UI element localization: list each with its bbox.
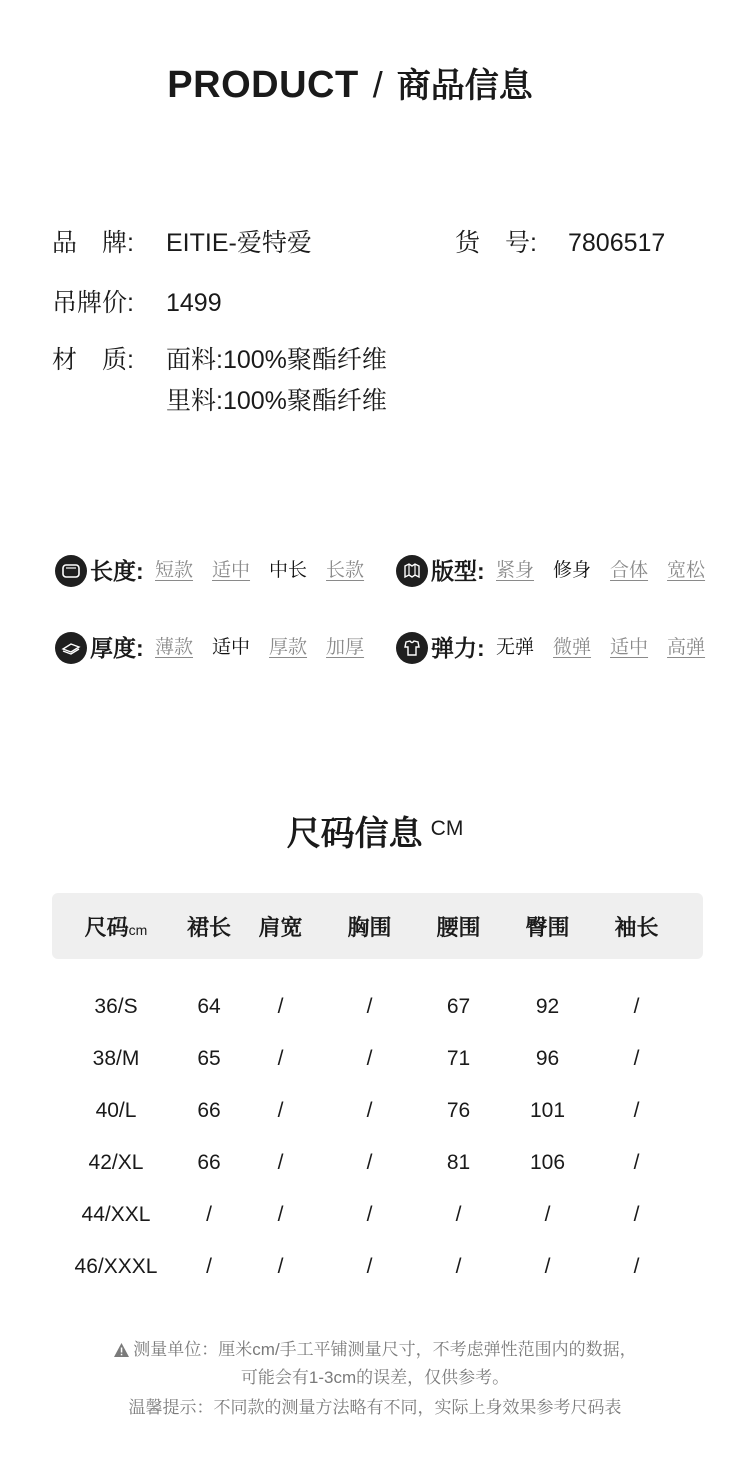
size-table-cell: 66 [197,1099,221,1122]
size-table-cell: / [366,1047,373,1070]
size-table-cell: / [366,1151,373,1174]
size-table-cell: 66 [197,1151,221,1174]
item-number [455,228,715,258]
fit-option: 宽松 [667,560,706,581]
size-header-label: 尺码 [84,914,129,940]
size-section-title [0,806,750,855]
elasticity-option: 无弹 [496,637,535,658]
size-table-cell: / [366,1099,373,1122]
thickness-options [155,631,364,665]
size-table-cell: 38/M [92,1047,140,1070]
size-table-cell: / [633,1099,640,1122]
size-header-label: 臀围 [525,914,570,940]
fit-option: 紧身 [496,560,535,581]
size-table-row [52,1189,703,1241]
size-table-cell: / [455,1203,462,1226]
length-option: 长款 [326,560,365,581]
brand-label: 品 牌: [52,229,134,257]
size-title-text: 尺码信息 [286,815,423,853]
size-table-row [52,1085,703,1137]
size-table-cell: / [633,1255,640,1278]
size-table-cell: 42/XL [88,1151,144,1174]
size-table-cell: / [366,995,373,1018]
measurement-notes [0,1336,750,1422]
size-table-cell: / [455,1255,462,1278]
size-table-cell: / [277,1047,284,1070]
size-table-cell: / [544,1255,551,1278]
size-table-cell: / [366,1255,373,1278]
size-header-cell [414,911,503,942]
size-table-cell: / [206,1255,212,1278]
size-table-cell: 81 [446,1151,471,1174]
size-table-cell: 67 [446,995,471,1018]
price-label: 吊牌价: [52,289,134,317]
size-table-row [52,1033,703,1085]
brand-row [0,228,450,258]
size-table-cell: / [366,1203,373,1226]
elasticity-option: 高弹 [667,637,706,658]
page-title [0,58,700,107]
attribute-fit [396,554,716,588]
title-separator: / [372,64,383,105]
size-table-cell: 96 [535,1047,560,1070]
attribute-thickness [55,631,375,665]
fit-options [496,554,705,588]
size-table-cell: / [277,1203,284,1226]
thickness-icon [55,632,87,664]
size-table-body [52,959,703,1293]
title-cn: 商品信息 [396,67,533,105]
size-header-cell [503,911,592,942]
size-table-row [52,1137,703,1189]
size-header-unit: cm [128,921,148,938]
price-value: 1499 [166,289,222,317]
attribute-length [55,554,375,588]
brand-value: EITIE-爱特爱 [166,229,312,257]
size-header-cell [325,911,414,942]
length-icon [55,555,87,587]
elasticity-icon [396,632,428,664]
fit-option: 修身 [553,560,592,581]
lining-row [0,386,450,416]
note-line-3: 温馨提示：不同款的测量方法略有不同，实际上身效果参考尺码表 [128,1398,622,1417]
elasticity-option: 适中 [610,637,649,658]
size-table-cell: 44/XXL [81,1203,151,1226]
size-header-cell [52,911,180,942]
size-table-cell: / [633,1047,640,1070]
elasticity-option: 微弹 [553,637,592,658]
fit-label: 版型: [431,558,485,584]
thickness-label: 厚度: [90,635,144,661]
size-table-cell: / [633,995,640,1018]
note-line-2: 可能会有1-3cm的误差，仅供参考。 [240,1368,510,1387]
size-table-cell: 36/S [94,995,138,1018]
size-table-cell: 71 [446,1047,471,1070]
size-table-cell: / [277,1255,284,1278]
price-row [0,288,450,318]
size-table-cell: / [277,1151,284,1174]
size-table-cell: / [633,1151,640,1174]
length-option: 中长 [269,560,308,581]
size-header-label: 胸围 [347,914,392,940]
size-table [52,893,703,1293]
size-table-cell: / [544,1203,551,1226]
thickness-option: 适中 [212,637,251,658]
length-options [155,554,364,588]
size-table-header [52,893,703,959]
size-table-cell: 106 [529,1151,566,1174]
size-table-cell: 65 [197,1047,221,1070]
length-option: 短款 [155,560,194,581]
size-table-cell: / [277,995,284,1018]
size-table-cell: 46/XXXL [74,1255,158,1278]
size-table-cell: 92 [535,995,560,1018]
size-header-cell [236,911,325,942]
fabric-value: 面料:100%聚酯纤维 [166,346,387,374]
material-label: 材 质: [52,346,134,374]
thickness-option: 薄款 [155,637,194,658]
size-header-label: 腰围 [436,914,481,940]
size-table-cell: / [206,1203,212,1226]
size-header-cell [592,911,681,942]
size-table-row [52,981,703,1033]
note-line-1 [0,1336,750,1364]
size-table-cell: / [633,1203,640,1226]
warning-icon [113,1342,130,1358]
size-table-row [52,1241,703,1293]
size-header-cell [182,911,236,942]
material-row [0,345,450,375]
thickness-option: 厚款 [269,637,308,658]
size-table-cell: 40/L [95,1099,137,1122]
size-table-cell: 101 [529,1099,566,1122]
fit-icon [396,555,428,587]
size-header-label: 袖长 [614,914,659,940]
size-header-label: 肩宽 [258,914,303,940]
size-table-cell: 76 [446,1099,471,1122]
length-label: 长度: [90,558,144,584]
thickness-option: 加厚 [326,637,365,658]
title-en: PRODUCT [167,64,359,106]
size-table-cell: 64 [197,995,221,1018]
fit-option: 合体 [610,560,649,581]
elasticity-label: 弹力: [431,635,485,661]
note-line-1-text: 测量单位：厘米cm/手工平铺测量尺寸，不考虑弹性范围内的数据， [133,1340,637,1359]
lining-value: 里料:100%聚酯纤维 [166,387,387,415]
attribute-elasticity [396,631,716,665]
length-option: 适中 [212,560,251,581]
size-title-unit: CM [430,817,464,840]
item-number-value: 7806517 [568,229,666,257]
size-header-label: 裙长 [186,914,231,940]
elasticity-options [496,631,705,665]
size-table-cell: / [277,1099,284,1122]
item-number-label: 货 号: [455,229,537,257]
